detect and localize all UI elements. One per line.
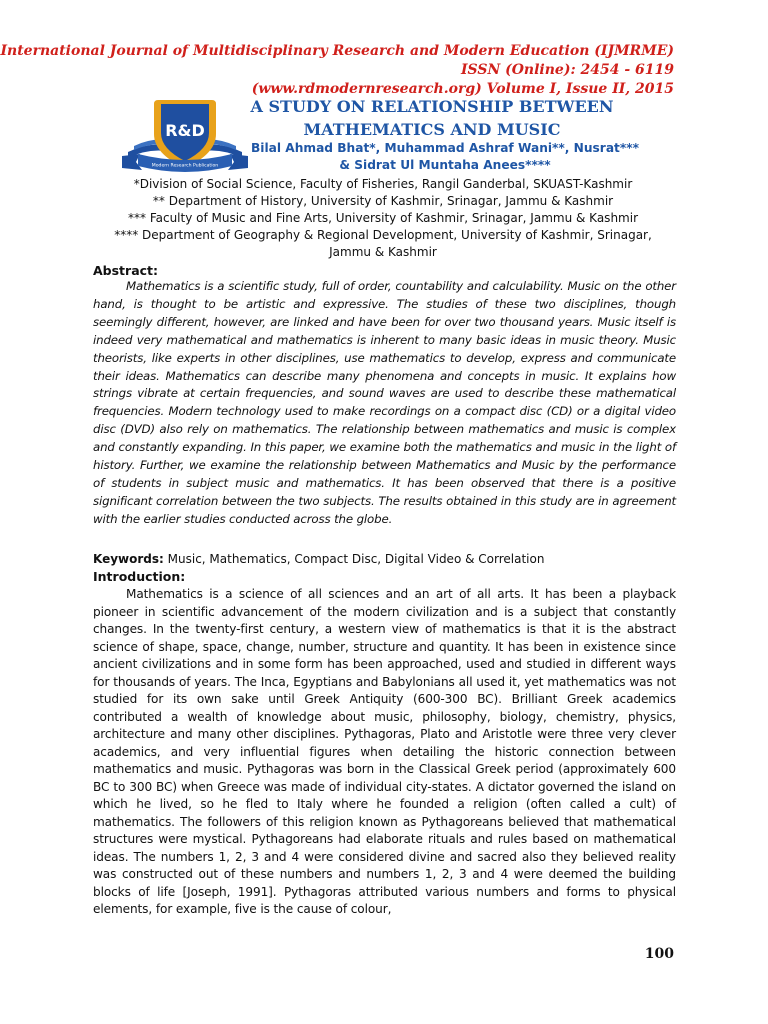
affiliation-4-cont: Jammu & Kashmir	[329, 245, 437, 259]
paper-title-line-2: MATHEMATICS AND MUSIC	[303, 120, 561, 139]
journal-issn: ISSN (Online): 2454 - 6119	[460, 62, 674, 78]
logo-initials: R&D	[165, 121, 205, 140]
paper-title-line-1: A STUDY ON RELATIONSHIP BETWEEN	[250, 97, 614, 116]
abstract-body: Mathematics is a scientific study, full of order, countability and calculability. Music on the other hand, is thought to be artistic and expressive. The studies of these two disciplines, though seemingly different, however, are linked and have been for over two thousand years. Music itself is indeed very mathematical and mathematics is inherent to many basic ideas in music theory. Music theorists, like experts in other disciplines, use mathematics to develop, express and communicate their ideas. Mathematics can describe many phenomena and concepts in music. It explains how strings vibrate at certain frequencies, and sound waves are used to describe these mathematical frequencies. Modern technology used to make recordings on a compact disc (CD) or a digital video disc (DVD) also rely on mathematics. The relationship between mathematics and music is complex and constantly expanding. In this paper, we examine both the mathematics and music in the light of history. Further, we examine the relationship between Mathematics and Music by the performance of students in subject music and mathematics. It has been observed that there is a positive significant correlation between the two subjects. The results obtained in this study are in agreement with the earlier studies conducted across the globe.	[93, 279, 676, 526]
keywords-text: Music, Mathematics, Compact Disc, Digital Video & Correlation	[163, 552, 545, 566]
affiliation-4: **** Department of Geography & Regional Development, University of Kashmir, Srinagar,	[114, 228, 652, 242]
introduction-heading: Introduction:	[93, 569, 186, 584]
keywords-label: Keywords:	[93, 552, 164, 566]
affiliation-3: *** Faculty of Music and Fine Arts, University of Kashmir, Srinagar, Jammu & Kashmir	[128, 211, 638, 225]
introduction-body: Mathematics is a science of all sciences and an art of all arts. It has been a playback pioneer in scientific advancement of the modern civilization and is a subject that constantly changes. In the twenty-first century, a western view of mathematics is that it is the abstract science of shape, space, change, number, structure and quantity. It has been in existence since ancient civilizations and in some form has been approached, used and studied in different ways for thousands of years. The Inca, Egyptians and Babylonians all used it, yet mathematics was not studied for its own sake until Greek Antiquity (600-300 BC). Brilliant Greek academics contributed a wealth of knowledge about music, philosophy, biology, chemistry, physics, architecture and many other disciplines. Pythagoras, Plato and Aristotle were three very clever academics, and very influential figures when detailing the historic connection between mathematics and music. Pythagoras was born in the Classical Greek period (approximately 600 BC to 300 BC) when Greece was made of individual city-states. A dictator governed the island on which he lived, so he fled to Italy where he founded a religion (often called a cult) of mathematics. The followers of this religion known as Pythagoreans believed that mathematical structures were mystical. Pythagoreans had elaborate rituals and rules based on mathematical ideas. The numbers 1, 2, 3 and 4 were considered divine and sacred also they believed reality was constructed out of these numbers and numbers 1, 2, 3 and 4 were deemed the building blocks of life [Joseph, 1991]. Pythagoras attributed various numbers and forms to physical elements, for example, five is the cause of colour,	[93, 587, 676, 916]
keywords-line	[93, 551, 676, 568]
affiliation-1: *Division of Social Science, Faculty of Fisheries, Rangil Ganderbal, SKUAST-Kashmir	[133, 177, 633, 191]
page-number: 100	[644, 946, 674, 962]
authors-line-1: Bilal Ahmad Bhat*, Muhammad Ashraf Wani**, Nusrat***	[250, 141, 639, 155]
journal-name: International Journal of Multidisciplinary Research and Modern Education (IJMRME)	[0, 43, 674, 59]
affiliation-2: ** Department of History, University of Kashmir, Srinagar, Jammu & Kashmir	[152, 194, 614, 208]
authors-line-2: & Sidrat Ul Muntaha Anees****	[339, 158, 551, 172]
journal-volume: (www.rdmodernresearch.org) Volume I, Issue II, 2015	[251, 81, 674, 97]
abstract-heading: Abstract:	[93, 263, 159, 278]
logo-tagline: Modern Research Publication	[151, 163, 219, 169]
